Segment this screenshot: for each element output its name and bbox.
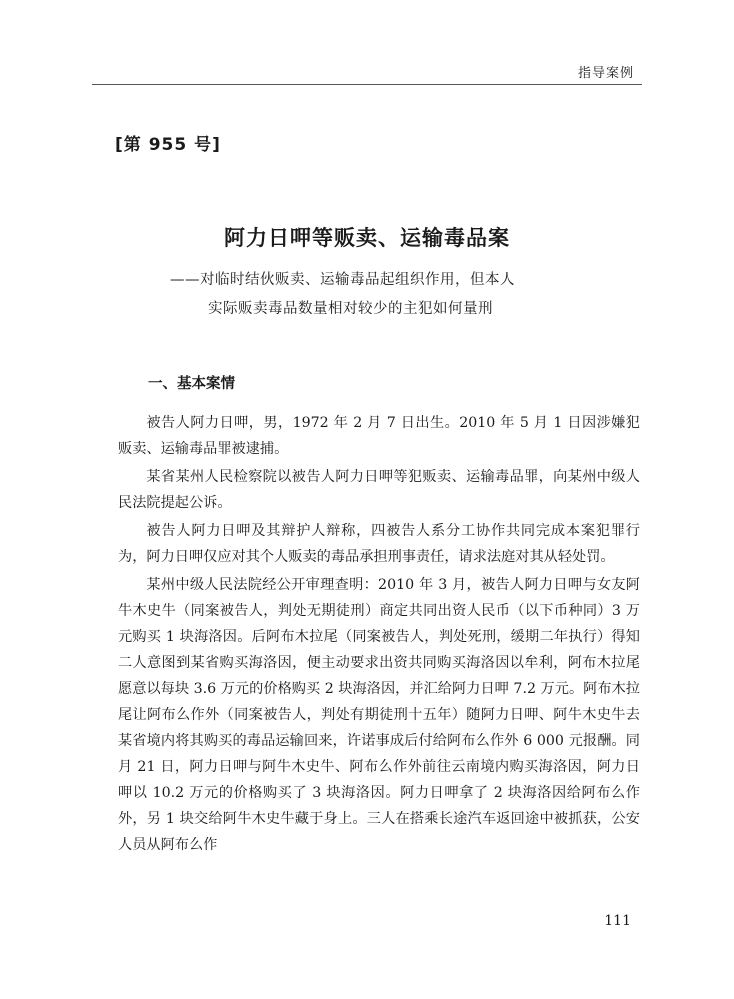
body-text [118, 410, 640, 860]
running-header [92, 62, 642, 85]
paragraph: 某州中级人民法院经公开审理查明：2010 年 3 月，被告人阿力日呷与女友阿牛木史牛（同案被告人，判处无期徒刑）商定共同出资人民币（以下币种同）3 万元购买 1 块海洛因。后阿布木拉尾（同案被告人，判处死刑，缓期二年执行）得知二人意图到某省购买海洛因，便主动要求出资共同购买海洛因以牟利，阿布木拉尾愿意以每块 3.6 万元的价格购买 2 块海洛因，并汇给阿力日呷 7.2 万元。阿布木拉尾让阿布么作外（同案被告人，判处有期徒刑十五年）随阿力日呷、阿牛木史牛去某省境内将其购买的毒品运输回来，许诺事成后付给阿布么作外 6 000 元报酬。同月 21 日，阿力日呷与阿牛木史牛、阿布么作外前往云南境内购买海洛因，阿力日呷以 10.2 万元的价格购买了 3 块海洛因。阿力日呷拿了 2 块海洛因给阿布么作外，另 1 块交给阿牛木史牛藏于身上。三人在搭乘长途汽车返回途中被抓获，公安人员从阿布么作 [118, 577, 640, 853]
paragraph: 被告人阿力日呷及其辩护人辩称，四被告人系分工协作共同完成本案犯罪行为，阿力日呷仅应对其个人贩卖的毒品承担刑事责任，请求法庭对其从轻处罚。 [118, 523, 640, 565]
paragraph: 被告人阿力日呷，男，1972 年 2 月 7 日出生。2010 年 5 月 1 日因涉嫌犯贩卖、运输毒品罪被逮捕。 [118, 415, 640, 457]
section-heading: 一、基本案情 [148, 376, 235, 392]
subtitle-line-1: ——对临时结伙贩卖、运输毒品起组织作用，但本人 [170, 272, 515, 288]
case-title: 阿力日呷等贩卖、运输毒品案 [224, 226, 510, 250]
header-label: 指导案例 [577, 66, 634, 81]
page-number: 111 [604, 913, 631, 929]
case-number: [第 955 号] [115, 135, 221, 155]
subtitle-line-2: 实际贩卖毒品数量相对较少的主犯如何量刑 [208, 301, 493, 317]
paragraph: 某省某州人民检察院以被告人阿力日呷等犯贩卖、运输毒品罪，向某州中级人民法院提起公诉。 [118, 469, 640, 511]
